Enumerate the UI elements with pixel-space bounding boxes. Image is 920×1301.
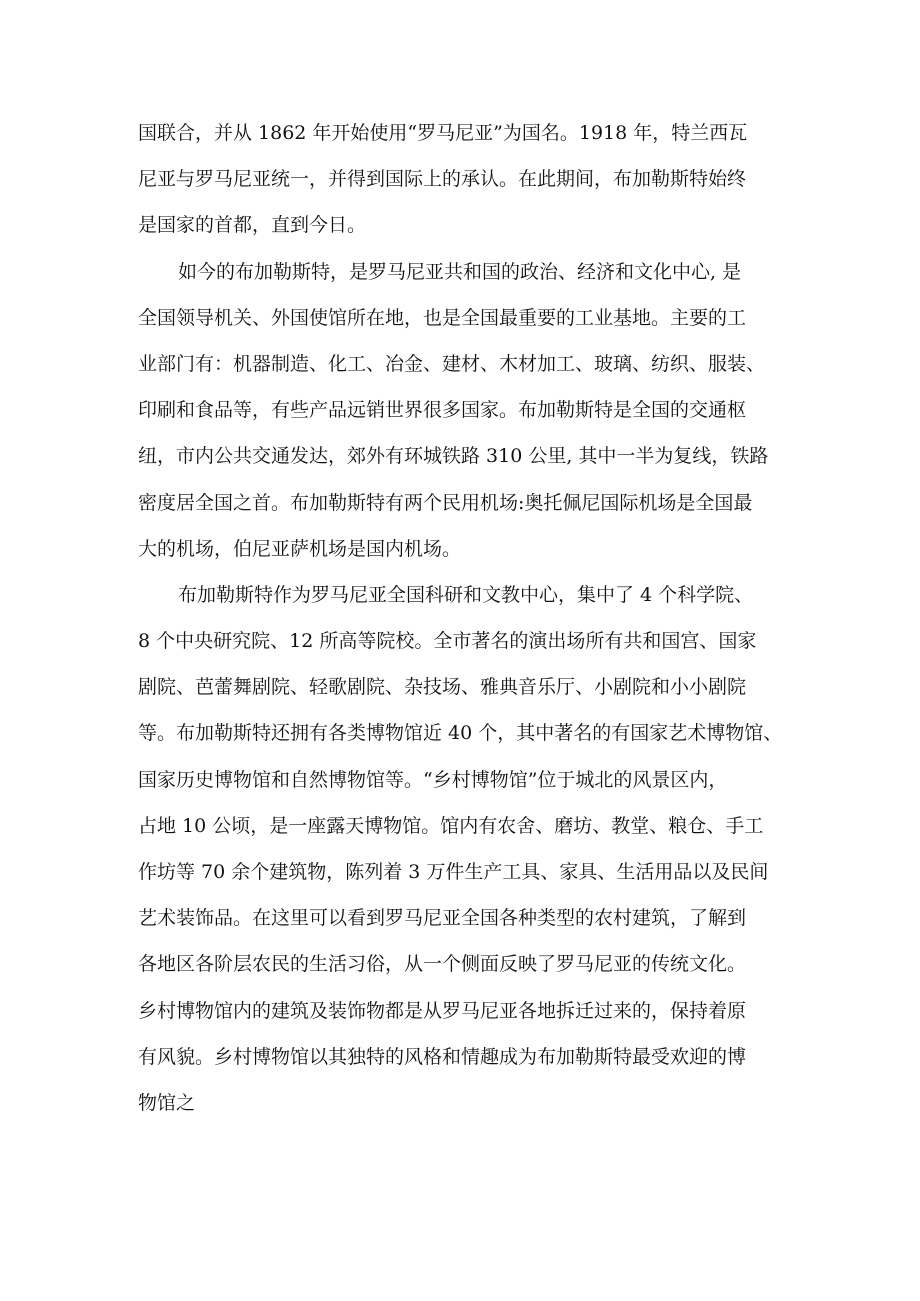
text-line: 大的机场，伯尼亚萨机场是国内机场。: [138, 537, 462, 560]
text-line: 有风貌。乡村博物馆以其独特的风格和情趣成为布加勒斯特最受欢迎的博: [138, 1045, 747, 1068]
text-line: 国家历史博物馆和自然博物馆等。“乡村博物馆”位于城北的风景区内，: [138, 768, 728, 791]
paragraph-first-line: 如今的布加勒斯特，是罗马尼亚共和国的政治、经济和文化中心, 是: [178, 260, 742, 283]
text-line: 国联合，并从 1862 年开始使用“罗马尼亚”为国名。1918 年，特兰西瓦: [138, 122, 748, 144]
text-line: 业部门有：机器制造、化工、冶金、建材、木材加工、玻璃、纺织、服装、: [138, 352, 766, 375]
text-line: 印刷和食品等，有些产品远销世界很多国家。布加勒斯特是全国的交通枢: [138, 399, 747, 422]
text-line: 全国领导机关、外国使馆所在地，也是全国最重要的工业基地。主要的工: [138, 306, 747, 329]
text-line: 物馆之: [138, 1091, 196, 1114]
text-line: 乡村博物馆内的建筑及装饰物都是从罗马尼亚各地拆迁过来的，保持着原: [138, 999, 747, 1022]
text-line: 密度居全国之首。布加勒斯特有两个民用机场:奥托佩尼国际机场是全国最: [138, 491, 753, 514]
text-line: 纽，市内公共交通发达，郊外有环城铁路 310 公里, 其中一半为复线，铁路: [138, 445, 769, 468]
text-line: 8 个中央研究院、12 所高等院校。全市著名的演出场所有共和国宫、国家: [138, 630, 757, 653]
text-line: 作坊等 70 余个建筑物，陈列着 3 万件生产工具、家具、生活用品以及民间: [138, 861, 769, 883]
text-line: 尼亚与罗马尼亚统一，并得到国际上的承认。在此期间，布加勒斯特始终: [138, 168, 747, 191]
text-line: 等。布加勒斯特还拥有各类博物馆近 40 个，其中著名的有国家艺术博物馆、: [138, 722, 783, 745]
text-line: 是国家的首都，直到今日。: [138, 214, 367, 237]
body-text: [138, 110, 798, 1126]
text-line: 占地 10 公顷，是一座露天博物馆。馆内有农舍、磨坊、教堂、粮仓、手工: [138, 814, 764, 837]
text-line: 剧院、芭蕾舞剧院、轻歌剧院、杂技场、雅典音乐厅、小剧院和小小剧院: [138, 676, 747, 699]
text-line: 各地区各阶层农民的生活习俗，从一个侧面反映了罗马尼亚的传统文化。: [138, 953, 747, 976]
text-line: 艺术装饰品。在这里可以看到罗马尼亚全国各种类型的农村建筑，了解到: [138, 907, 747, 930]
paragraph-first-line: 布加勒斯特作为罗马尼亚全国科研和文教中心，集中了 4 个科学院、: [178, 583, 754, 606]
